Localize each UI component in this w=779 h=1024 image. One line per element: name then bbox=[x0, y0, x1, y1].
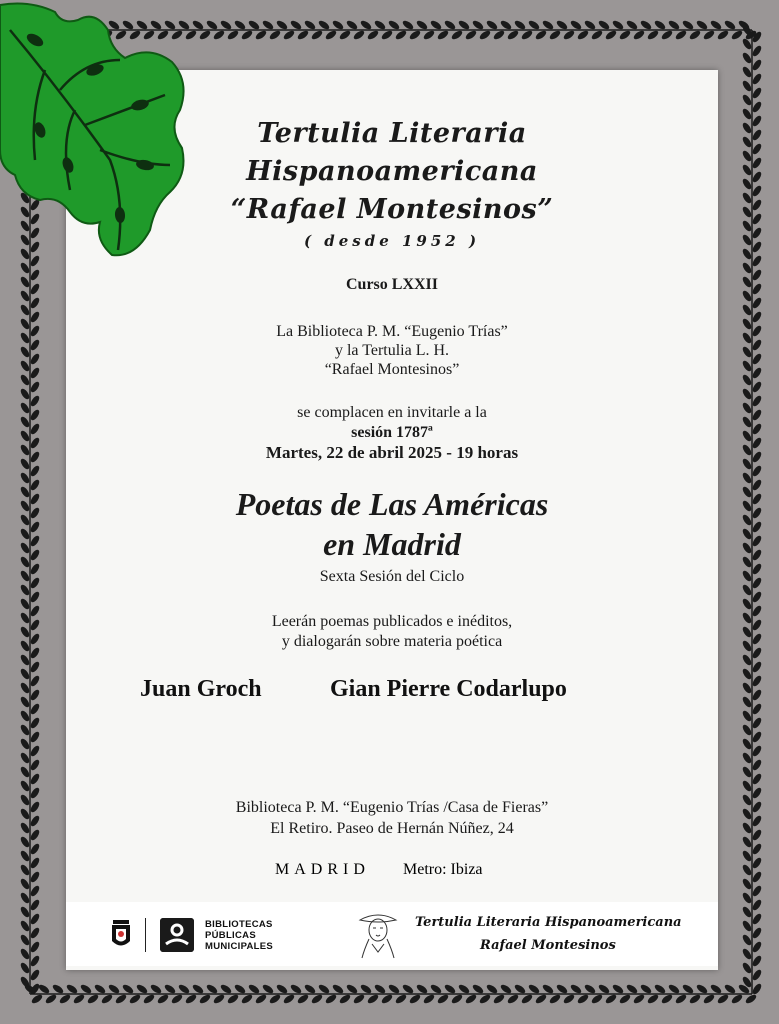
header-title-line3: “Rafael Montesinos” bbox=[230, 194, 554, 225]
sponsor-footer bbox=[66, 902, 718, 966]
course-label: Curso LXXII bbox=[345, 276, 438, 293]
logo-divider bbox=[145, 918, 146, 952]
reading-description: Leerán poemas publicados e inéditos, bbox=[271, 613, 513, 630]
green-leaf-ornament bbox=[0, 0, 195, 265]
tertulia-footer-name: Rafael Montesinos bbox=[480, 938, 616, 953]
reading-description: y dialogarán sobre materia poética bbox=[281, 633, 503, 650]
portrait-sketch-icon bbox=[356, 908, 400, 960]
event-title: en Madrid bbox=[323, 526, 461, 562]
session-number: sesión 1787ª bbox=[351, 424, 433, 441]
library-name-line: PÚBLICAS bbox=[205, 930, 256, 941]
venue-city: MADRID bbox=[275, 861, 370, 878]
event-datetime: Martes, 22 de abril 2025 - 19 horas bbox=[265, 443, 519, 462]
organizer-line: “Rafael Montesinos” bbox=[324, 361, 460, 378]
header-title-line1: Tertulia Literaria bbox=[257, 118, 527, 149]
poet-name: Gian Pierre Codarlupo bbox=[330, 676, 567, 702]
organizer-line: La Biblioteca P. M. “Eugenio Trías” bbox=[276, 323, 508, 340]
poet-name: Juan Groch bbox=[140, 676, 262, 702]
tertulia-footer-name: Tertulia Literaria Hispanoamericana bbox=[415, 915, 682, 930]
since-year: ( desde 1952 ) bbox=[303, 232, 481, 250]
library-name-line: BIBLIOTECAS bbox=[205, 919, 273, 930]
event-title: Poetas de Las Américas bbox=[235, 486, 549, 522]
event-subtitle: Sexta Sesión del Ciclo bbox=[319, 568, 465, 585]
venue-address: Biblioteca P. M. “Eugenio Trías /Casa de Fieras” bbox=[235, 799, 549, 816]
invitation-text: se complacen en invitarle a la bbox=[297, 404, 487, 421]
metro-station: Metro: Ibiza bbox=[403, 861, 483, 878]
venue-address: El Retiro. Paseo de Hernán Núñez, 24 bbox=[270, 820, 514, 837]
library-logo-icon bbox=[160, 918, 194, 952]
organizer-line: y la Tertulia L. H. bbox=[334, 342, 450, 359]
header-title-line2: Hispanoamericana bbox=[246, 156, 538, 187]
library-name-line: MUNICIPALES bbox=[205, 941, 274, 952]
madrid-crest-icon bbox=[110, 919, 132, 951]
